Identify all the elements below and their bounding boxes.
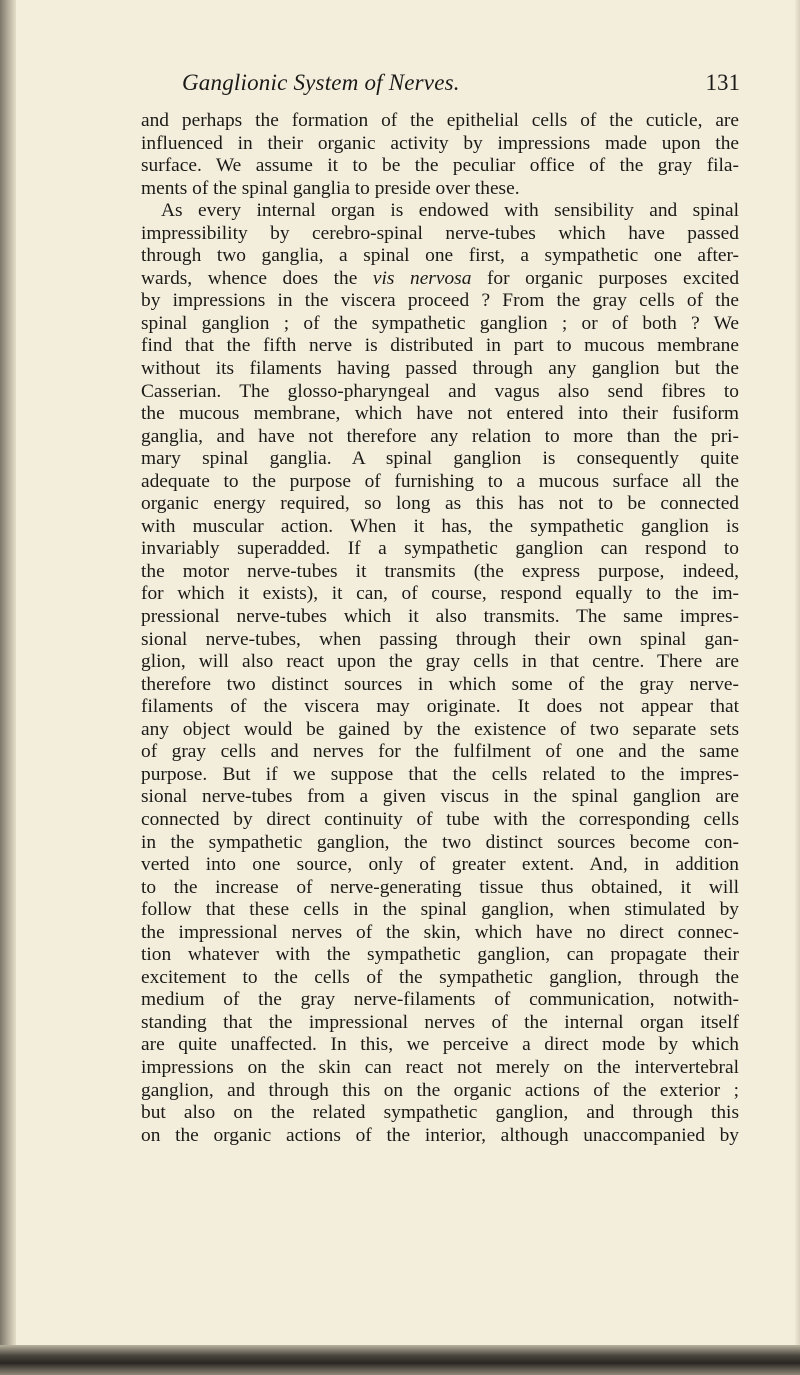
text-line: impressions on the skin can react not merely on the intervertebral [141, 1056, 739, 1078]
text-line: through two ganglia, a spinal one first, a sympathetic one after- [141, 245, 739, 267]
text-line: adequate to the purpose of furnishing to a mucous surface all the [141, 470, 739, 492]
text-line: and perhaps the formation of the epithelial cells of the cuticle, are [141, 110, 739, 131]
text-line: by impressions in the viscera proceed ? From the gray cells of the [141, 290, 739, 312]
text-line: purpose. But if we suppose that the cells related to the impres- [141, 763, 739, 785]
text-line: mary spinal ganglia. A spinal ganglion is consequently quite [141, 448, 739, 470]
scan-bottom-edge [0, 1345, 800, 1375]
text-line: sional nerve-tubes, when passing through their own spinal gan- [141, 628, 739, 650]
binding-shadow [0, 0, 16, 1375]
text-line: invariably superadded. If a sympathetic ganglion can respond to [141, 538, 739, 560]
body-text [141, 110, 739, 1147]
text-line: standing that the impressional nerves of the internal organ itself [141, 1011, 739, 1033]
text-line: influenced in their organic activity by impressions made upon the [141, 132, 739, 154]
page-header [130, 70, 740, 102]
text-line: of gray cells and nerves for the fulfilment of one and the same [141, 741, 739, 763]
text-line: filaments of the viscera may originate. It does not appear that [141, 696, 739, 718]
text-line: verted into one source, only of greater extent. And, in addition [141, 854, 739, 876]
text-line: ments of the spinal ganglia to preside over these. [141, 177, 520, 199]
text-line: the mucous membrane, which have not entered into their fusiform [141, 403, 739, 425]
text-line: excitement to the cells of the sympathetic ganglion, through the [141, 966, 739, 988]
text-line: in the sympathetic ganglion, the two distinct sources become con- [141, 831, 739, 853]
page-edge [794, 0, 800, 1375]
text-line: ganglion, and through this on the organic actions of the exterior ; [141, 1079, 739, 1101]
text-line: are quite unaffected. In this, we perceive a direct mode by which [141, 1034, 739, 1056]
text-line: surface. We assume it to be the peculiar office of the gray fila- [141, 155, 739, 177]
running-title: Ganglionic System of Nerves. [182, 70, 460, 95]
page-number: 131 [705, 70, 740, 95]
text-line: Casserian. The glosso-pharyngeal and vagus also send fibres to [141, 380, 739, 402]
text-line: As every internal organ is endowed with sensibility and spinal [161, 200, 739, 222]
text-line: for which it exists), it can, of course, respond equally to the im- [141, 583, 739, 605]
text-line: wards, whence does the vis nervosa for organic purposes excited [141, 267, 740, 289]
text-line: therefore two distinct sources in which some of the gray nerve- [141, 673, 739, 695]
text-line: ganglia, and have not therefore any relation to more than the pri- [141, 425, 739, 447]
text-line: impressibility by cerebro-spinal nerve-tubes which have passed [141, 222, 739, 244]
text-line: medium of the gray nerve-filaments of communication, notwith- [141, 989, 739, 1011]
italic-term: vis nervosa [372, 267, 472, 289]
text-line: but also on the related sympathetic ganglion, and through this [141, 1102, 739, 1124]
text-line: follow that these cells in the spinal ganglion, when stimulated by [141, 899, 739, 921]
text-line: without its filaments having passed through any ganglion but the [141, 358, 739, 380]
text-line: the motor nerve-tubes it transmits (the express purpose, indeed, [141, 560, 739, 582]
text-line: any object would be gained by the existence of two separate sets [141, 718, 739, 740]
text-line: find that the fifth nerve is distributed in part to mucous membrane [141, 335, 739, 357]
text-line: pressional nerve-tubes which it also transmits. The same impres- [141, 606, 739, 628]
text-line: with muscular action. When it has, the sympathetic ganglion is [141, 515, 739, 537]
text-line: on the organic actions of the interior, although unaccompanied by [141, 1124, 739, 1146]
text-line: glion, will also react upon the gray cells in that centre. There are [141, 651, 739, 673]
text-line: connected by direct continuity of tube with the corresponding cells [141, 808, 739, 830]
text-line: sional nerve-tubes from a given viscus in the spinal ganglion are [141, 786, 739, 808]
text-line: to the increase of nerve-generating tissue thus obtained, it will [141, 876, 739, 898]
text-line: organic energy required, so long as this has not to be connected [141, 493, 739, 515]
text-line: the impressional nerves of the skin, which have no direct connec- [141, 921, 739, 943]
text-line: spinal ganglion ; of the sympathetic ganglion ; or of both ? We [141, 312, 739, 334]
text-line: tion whatever with the sympathetic ganglion, can propagate their [141, 944, 739, 966]
